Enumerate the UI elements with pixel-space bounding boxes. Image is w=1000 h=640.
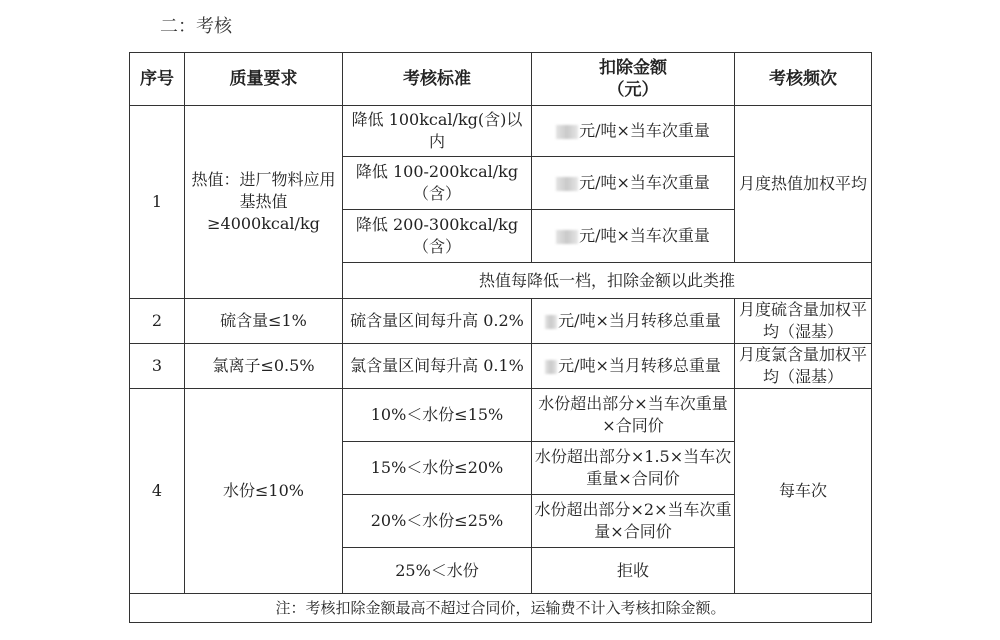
row3-seq: 3 bbox=[130, 344, 185, 389]
header-quality: 质量要求 bbox=[185, 53, 343, 106]
table-row bbox=[130, 106, 872, 157]
header-standard: 考核标准 bbox=[343, 53, 532, 106]
row4-seq: 4 bbox=[130, 389, 185, 594]
row2-quality: 硫含量≤1% bbox=[185, 299, 343, 344]
row1-frequency: 月度热值加权平均 bbox=[735, 106, 872, 263]
row4-frequency: 每车次 bbox=[735, 389, 872, 594]
row4-deduction-2: 水份超出部分×1.5×当车次重量×合同价 bbox=[532, 442, 735, 495]
header-frequency: 考核频次 bbox=[735, 53, 872, 106]
header-seq: 序号 bbox=[130, 53, 185, 106]
row3-frequency: 月度氯含量加权平均（湿基） bbox=[735, 344, 872, 389]
row2-standard: 硫含量区间每升高 0.2% bbox=[343, 299, 532, 344]
row1-note: 热值每降低一档，扣除金额以此类推 bbox=[343, 263, 872, 299]
header-deduction-line1: 扣除金额 bbox=[599, 58, 667, 78]
footnote: 注：考核扣除金额最高不超过合同价，运输费不计入考核扣除金额。 bbox=[130, 594, 872, 623]
row1-standard-1: 降低 100kcal/kg(含)以内 bbox=[343, 106, 532, 157]
row2-deduction: 元/吨×当月转移总重量 bbox=[532, 299, 735, 344]
row2-seq: 2 bbox=[130, 299, 185, 344]
header-deduction-line2: （元） bbox=[607, 80, 659, 100]
redacted-amount bbox=[556, 125, 578, 139]
row4-quality: 水份≤10% bbox=[185, 389, 343, 594]
row1-standard-3: 降低 200-300kcal/kg（含） bbox=[343, 210, 532, 263]
row3-quality: 氯离子≤0.5% bbox=[185, 344, 343, 389]
row4-deduction-4: 拒收 bbox=[532, 548, 735, 594]
row3-deduction: 元/吨×当月转移总重量 bbox=[532, 344, 735, 389]
assessment-table bbox=[129, 52, 872, 623]
redacted-amount bbox=[556, 230, 578, 244]
row1-quality: 热值：进厂物料应用基热值≥4000kcal/kg bbox=[185, 106, 343, 299]
row1-deduction-1: 元/吨×当车次重量 bbox=[532, 106, 735, 157]
row4-standard-1: 10%＜水份≤15% bbox=[343, 389, 532, 442]
row4-deduction-3: 水份超出部分×2×当车次重量×合同价 bbox=[532, 495, 735, 548]
section-title: 二：考核 bbox=[160, 16, 232, 37]
row1-standard-2: 降低 100-200kcal/kg（含） bbox=[343, 157, 532, 210]
table-row bbox=[130, 299, 872, 344]
header-row bbox=[130, 53, 872, 106]
row4-standard-4: 25%＜水份 bbox=[343, 548, 532, 594]
row4-standard-2: 15%＜水份≤20% bbox=[343, 442, 532, 495]
redacted-amount bbox=[545, 315, 557, 329]
header-deduction bbox=[532, 53, 735, 106]
row4-standard-3: 20%＜水份≤25% bbox=[343, 495, 532, 548]
footnote-row bbox=[130, 594, 872, 623]
table-row bbox=[130, 344, 872, 389]
redacted-amount bbox=[556, 177, 578, 191]
row4-deduction-1: 水份超出部分×当车次重量×合同价 bbox=[532, 389, 735, 442]
row1-deduction-3: 元/吨×当车次重量 bbox=[532, 210, 735, 263]
row1-deduction-2: 元/吨×当车次重量 bbox=[532, 157, 735, 210]
row1-seq: 1 bbox=[130, 106, 185, 299]
table-row bbox=[130, 389, 872, 442]
row2-frequency: 月度硫含量加权平均（湿基） bbox=[735, 299, 872, 344]
redacted-amount bbox=[545, 360, 557, 374]
row3-standard: 氯含量区间每升高 0.1% bbox=[343, 344, 532, 389]
